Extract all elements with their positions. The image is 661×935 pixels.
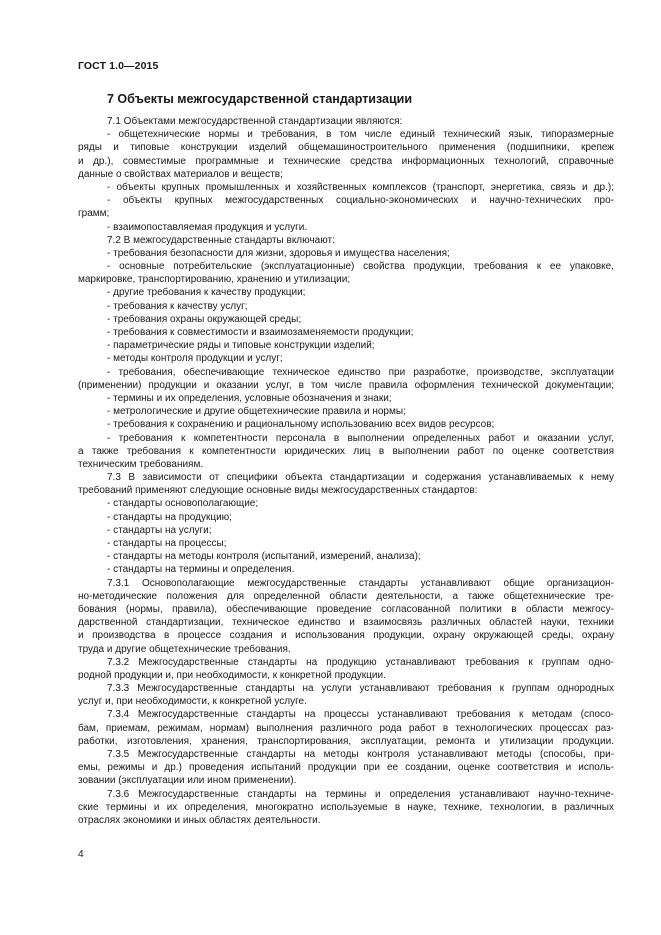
text-line: емы, режимы и др.) проведения испытаний продукции при ее создании, оценке соответствия и исполь- [78, 762, 614, 774]
text-line: - требования к компетентности персонала в выполнении определенных работ и оказании услуг, [107, 432, 614, 444]
text-line: - параметрические ряды и типовые конструкции изделий; [107, 340, 375, 352]
text-line: - другие требования к качеству продукции; [107, 287, 306, 299]
text-line: требований применяют следующие основные виды межгосударственных стандартов: [78, 485, 478, 497]
text-line: - требования к сохранению и рациональному использованию всех видов ресурсов; [107, 419, 495, 431]
text-line: - методы контроля продукции и услуг; [107, 353, 283, 365]
text-line: родной продукции и, при необходимости, к конкретной продукции. [78, 669, 386, 681]
text-line: труда и другие общетехнические требования. [78, 643, 291, 655]
text-line: - объекты крупных межгосударственных социально-экономических и научно-технических про- [107, 195, 614, 207]
text-line: - стандарты на методы контроля (испытаний, измерений, анализа); [107, 551, 421, 563]
text-line: 7.1 Объектами межгосударственной стандартизации являются: [107, 116, 403, 127]
text-line: - объекты крупных промышленных и хозяйственных комплексов (транспорт, энергетика, связь и др.); [107, 181, 614, 193]
text-line: - требования к совместимости и взаимозаменяемости продукции; [107, 327, 414, 338]
text-line: - требования безопасности для жизни, здоровья и имущества населения; [107, 247, 450, 259]
text-line: - общетехнические нормы и требования, в том числе единый технический язык, типоразмерные [107, 129, 614, 141]
text-line: ряды и типовые конструкции изделий общемашиностроительного применения (подшипники, крепеж [78, 142, 614, 154]
text-line: 7.3.3 Межгосударственные стандарты на услуги устанавливают требования к группам однородных [107, 683, 614, 695]
text-line: - требования, обеспечивающие техническое единство при разработке, производстве, эксплуатации [107, 366, 614, 378]
text-line: - метрологические и другие общетехнические правила и нормы; [107, 406, 406, 418]
section-title: 7 Объекты межгосударственной стандартизации [107, 92, 413, 106]
text-line: - требования к качеству услуг; [107, 300, 248, 312]
text-line: бования (нормы, правила), обеспечивающие проведение согласованной политики в области межгосу- [78, 603, 614, 615]
text-line: отраслях экономики и иных областях деятельности. [78, 814, 321, 826]
text-line: ские термины и их определения, многократно используемые в науке, технике, технологии, в различных [78, 801, 614, 813]
text-line: - взаимопоставляемая продукция и услуги. [107, 221, 308, 233]
text-line: - требования охраны окружающей среды; [107, 313, 302, 325]
text-line: 7.3 В зависимости от специфики объекта стандартизации и содержания устанавливаемых к нему [107, 472, 614, 484]
text-line: 7.3.4 Межгосударственные стандарты на процессы устанавливают требования к методам (спосо- [107, 709, 614, 721]
text-line: - термины и их определения, условные обозначения и знаки; [107, 392, 392, 404]
section-body [78, 115, 614, 827]
text-line: техническим требованиям. [78, 458, 204, 470]
text-line: маркировке, транспортированию, хранению и утилизации; [78, 274, 351, 286]
text-line: - основные потребительские (эксплуатационные) свойства продукции, требования к ее упаковке, [107, 261, 614, 273]
text-line: 7.3.2 Межгосударственные стандарты на продукцию устанавливают требования к группам одно- [107, 656, 614, 668]
text-line: - стандарты основополагающие; [107, 498, 259, 510]
text-line: данные о свойствах материалов и веществ; [78, 168, 283, 180]
text-line: 7.3.5 Межгосударственные стандарты на методы контроля устанавливают методы (способы, при- [107, 749, 614, 760]
text-line: - стандарты на термины и определения. [107, 564, 295, 576]
text-line: грамм; [78, 208, 110, 220]
text-line: и др.), совместимые программные и технические средства информационных технологий, справочные [78, 155, 614, 167]
text-line: (применении) продукции и оказании услуг, в том числе правила оформления технической документации; [78, 379, 614, 391]
text-line: - стандарты на продукцию; [107, 511, 232, 523]
text-line: 7.2 В межгосударственные стандарты включают: [107, 234, 335, 246]
text-line: 7.3.6 Межгосударственные стандарты на термины и определения устанавливают научно-техниче- [107, 788, 614, 800]
document-code-header: ГОСТ 1.0—2015 [78, 60, 159, 72]
text-line: 7.3.1 Основополагающие межгосударственные стандарты устанавливают общие организацион- [107, 577, 614, 589]
text-line: дарственной стандартизации, техническое единство и взаимосвязь различных областей науки, техники [78, 617, 614, 629]
text-line: но-методические положения для определенной области деятельности, а также общетехнические тре- [78, 590, 614, 602]
text-line: и производства в процессе создания и использования продукции, охрану окружающей среды, охрану [78, 630, 614, 642]
page-number: 4 [78, 849, 84, 860]
text-line: - стандарты на услуги; [107, 524, 212, 536]
text-line: зовании (эксплуатации или ином применении). [78, 775, 297, 787]
text-line: а также требования к компетентности юридических лиц в выполнении работ по оценке соответствия [78, 445, 614, 457]
text-line: работки, изготовления, хранения, транспортирования, эксплуатации, ремонта и утилизации продукции. [78, 735, 614, 747]
text-line: услуг и, при необходимости, к конкретной услуге. [78, 696, 307, 708]
text-line: бам, приемам, режимам, нормам) выполнения различного рода работ в технологических процессах раз- [78, 722, 614, 734]
text-line: - стандарты на процессы; [107, 538, 227, 549]
